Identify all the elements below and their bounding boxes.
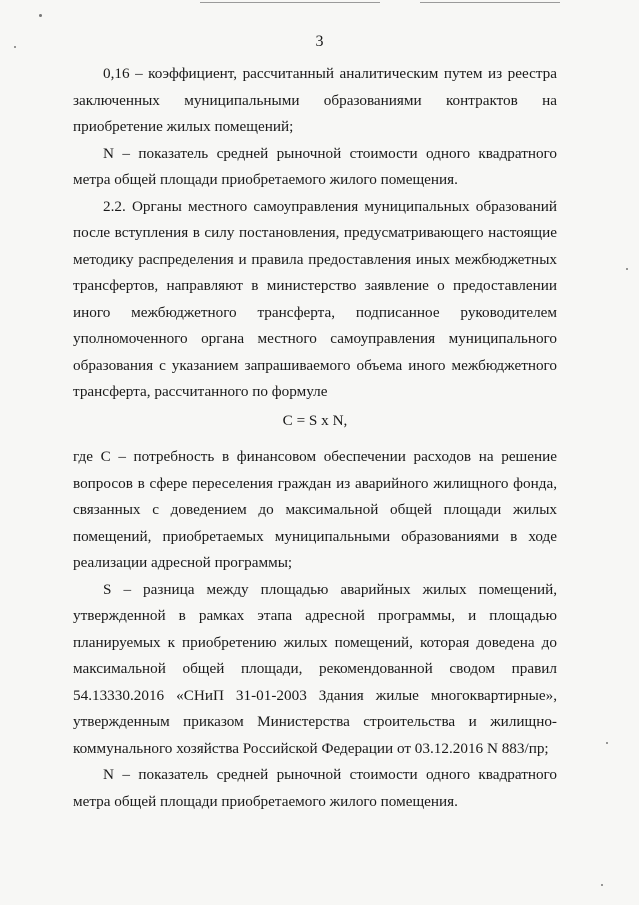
text-line: 0,16 – коэффициент, рассчитанный аналитическим путем из реестра	[103, 65, 557, 82]
text-line: трансфертов, направляют в министерство заявление о предоставлении	[73, 277, 557, 294]
text-line: метра общей площади приобретаемого жилого помещения.	[73, 792, 458, 810]
paragraph-n-definition	[73, 141, 557, 194]
text-line: N – показатель средней рыночной стоимости одного квадратного	[103, 766, 557, 783]
scan-speck	[39, 14, 42, 17]
text-line: связанных с доведением до максимальной общей площади жилых	[73, 501, 557, 518]
scan-speck	[601, 884, 603, 886]
text-line: утвержденной в рамках этапа адресной программы, и площадью	[73, 607, 557, 624]
text-line: коммунального хозяйства Российской Федерации от 03.12.2016 N 883/пр;	[73, 739, 549, 757]
text-line: метра общей площади приобретаемого жилого помещения.	[73, 171, 458, 188]
text-line: N – показатель средней рыночной стоимости одного квадратного	[103, 144, 557, 162]
text-line: трансферта, рассчитанного по формуле	[73, 383, 328, 400]
scan-speck	[606, 742, 608, 744]
formula: C = S x N,	[282, 411, 348, 429]
paragraph-c-definition	[73, 444, 557, 577]
paragraph-coefficient	[73, 61, 557, 141]
text-line: заключенных муниципальными образованиями контрактов на	[73, 91, 557, 109]
paragraph-s-definition	[73, 577, 557, 763]
paragraph-n-definition-repeat	[73, 762, 557, 815]
text-line: где C – потребность в финансовом обеспечении расходов на решение	[73, 448, 557, 465]
paragraph-clause-2-2	[73, 194, 557, 406]
text-line: образования с указанием запрашиваемого объема иного межбюджетного	[73, 356, 557, 374]
top-edge-rule	[200, 2, 380, 3]
document-body	[73, 61, 557, 815]
text-line: методику распределения и правила предоставления иных межбюджетных	[73, 250, 557, 268]
text-line: реализации адресной программы;	[73, 554, 293, 571]
text-line: помещений, приобретаемых муниципальными образованиями в ходе	[73, 527, 557, 545]
top-edge-rule-right	[420, 2, 560, 3]
text-line: после вступления в силу постановления, предусматривающего настоящие	[73, 224, 557, 241]
text-line: 54.13330.2016 «СНиП 31-01-2003 Здания жилые многоквартирные»,	[73, 686, 557, 704]
text-line: планируемых к приобретению жилых помещений, которая доведена до	[73, 633, 557, 651]
text-line: максимальной общей площади, рекомендованной сводом правил	[73, 660, 557, 677]
text-line: иного межбюджетного трансферта, подписанное руководителем	[73, 303, 557, 321]
text-line: 2.2. Органы местного самоуправления муниципальных образований	[103, 197, 557, 215]
text-line: уполномоченного органа местного самоуправления муниципального	[73, 330, 557, 347]
page-number: 3	[315, 33, 324, 50]
text-line: вопросов в сфере переселения граждан из аварийного жилищного фонда,	[73, 474, 557, 492]
text-line: S – разница между площадью аварийных жилых помещений,	[103, 580, 557, 598]
text-line: приобретение жилых помещений;	[73, 118, 294, 135]
scan-speck	[626, 268, 628, 270]
text-line: утвержденным приказом Министерства строительства и жилищно-	[73, 713, 557, 730]
